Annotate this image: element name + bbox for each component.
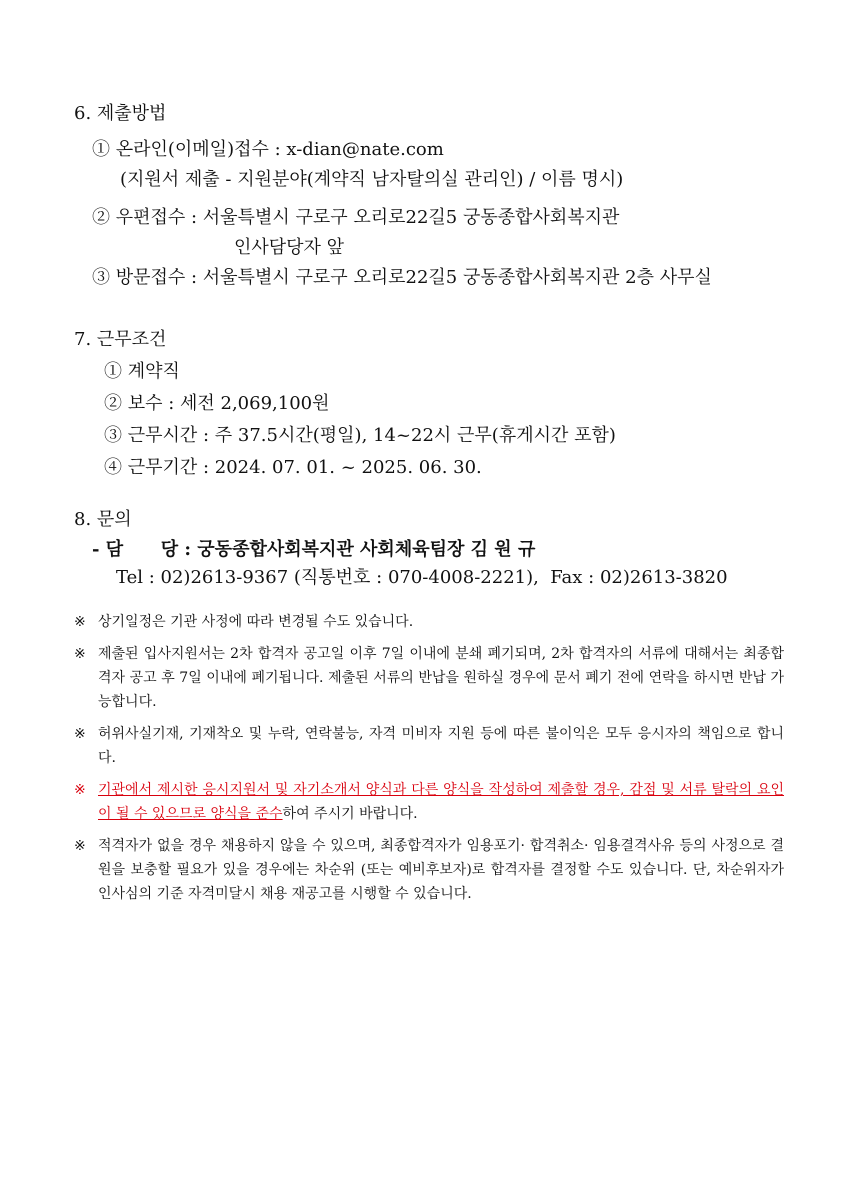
note-text: 적격자가 없을 경우 채용하지 않을 수 있으며, 최종합격자가 임용포기· 합격취소· 임용결격사유 등의 사정으로 결원을 보충할 필요가 있을 경우에는 차순위 (또는 예비후보자)로 합격자를 결정할 수도 있습니다. 단, 차순위자가 인사심의 기준 자격미달시 채용 재공고를 시행할 수 있습니다.	[98, 838, 784, 902]
section8-contact-person: - 담 당 : 궁동종합사회복지관 사회체육팀장 김 원 규	[92, 539, 536, 560]
note-false-information	[74, 722, 784, 770]
note-mark: ※	[74, 726, 86, 742]
section6-item-visit: ③ 방문접수 : 서울특별시 구로구 오리로22길5 궁동종합사회복지관 2층 사무실	[92, 267, 712, 288]
note-mark: ※	[74, 838, 86, 854]
note-text-rest: 하여 주시기 바랍니다.	[282, 806, 418, 822]
note-form-warning	[74, 778, 784, 826]
note-text: 제출된 입사지원서는 2차 합격자 공고일 이후 7일 이내에 분쇄 폐기되며, 2차 합격자의 서류에 대해서는 최종합격자 공고 후 7일 이내에 폐기됩니다. 제출된 서류의 반납을 원하실 경우에 문서 폐기 전에 연락을 하시면 반납 가능합니다.	[98, 646, 784, 710]
section7-item-salary: ② 보수 : 세전 2,069,100원	[104, 393, 330, 414]
section6-item-post-recipient: 인사담당자 앞	[234, 237, 345, 258]
note-no-qualified	[74, 834, 784, 906]
section6-item-email: ① 온라인(이메일)접수 : x-dian@nate.com	[92, 139, 444, 160]
section6-item-email-note: (지원서 제출 - 지원분야(계약직 남자탈의실 관리인) / 이름 명시)	[120, 169, 624, 190]
note-mark: ※	[74, 614, 86, 630]
section7-item-period: ④ 근무기간 : 2024. 07. 01. ~ 2025. 06. 30.	[104, 457, 482, 478]
section8-heading: 8. 문의	[74, 509, 132, 530]
note-document-disposal	[74, 642, 784, 714]
note-mark: ※	[74, 646, 86, 662]
note-text: 상기일정은 기관 사정에 따라 변경될 수도 있습니다.	[98, 614, 414, 630]
section6-heading: 6. 제출방법	[74, 103, 167, 124]
note-text	[98, 778, 784, 826]
section7-item-contract: ① 계약직	[104, 361, 180, 382]
section8-contact-phone: Tel : 02)2613-9367 (직통번호 : 070-4008-2221), Fax : 02)2613-3820	[116, 567, 728, 588]
note-highlight: 기관에서 제시한 응시지원서 및 자기소개서 양식과 다른 양식을 작성하여 제출할 경우, 감점 및 서류 탈락의 요인이 될 수 있으므로 양식을 준수	[98, 782, 784, 822]
note-mark: ※	[74, 782, 86, 798]
section7-heading: 7. 근무조건	[74, 329, 167, 350]
section7-item-hours: ③ 근무시간 : 주 37.5시간(평일), 14~22시 근무(휴게시간 포함)	[104, 425, 616, 446]
note-text: 허위사실기재, 기재착오 및 누락, 연락불능, 자격 미비자 지원 등에 따른 불이익은 모두 응시자의 책임으로 합니다.	[98, 726, 784, 766]
section6-item-post: ② 우편접수 : 서울특별시 구로구 오리로22길5 궁동종합사회복지관	[92, 207, 620, 228]
note-schedule-change	[74, 610, 784, 634]
